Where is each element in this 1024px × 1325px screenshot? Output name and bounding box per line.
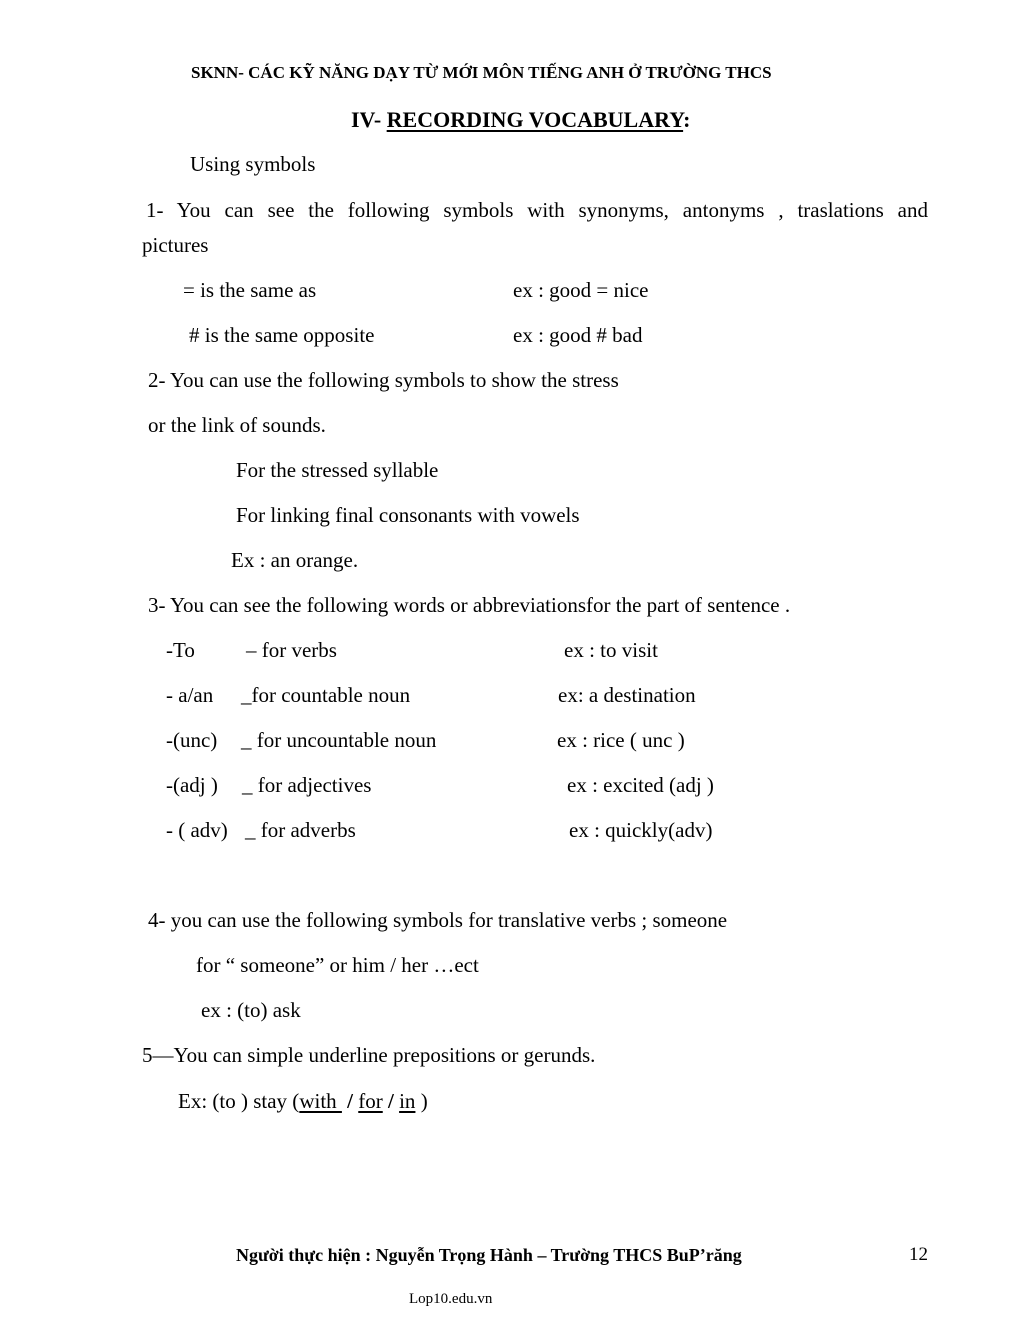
underlined-for: for [358,1089,383,1113]
item3-example: ex : quickly(adv) [569,818,713,842]
item3-line1: 3- You can see the following words or abbreviationsfor the part of sentence . [148,593,791,617]
item2-example: Ex : an orange. [231,548,359,572]
item3-abbr: - ( adv) [166,818,228,842]
item5-example-close: ) [415,1089,428,1113]
item1-symbol-equal: = is the same as [183,278,317,302]
slash: / [347,1089,353,1113]
source-label: Lop10.edu.vn [409,1291,493,1307]
item3-desc: _ for adverbs [245,818,356,842]
document-header: SKNN- CÁC KỸ NĂNG DẠY TỪ MỚI MÔN TIẾNG ANH Ở TRƯỜNG THCS [191,63,772,82]
item3-example: ex : excited (adj ) [567,773,714,797]
item1-line2: pictures [142,233,209,257]
item4-line1: 4- you can use the following symbols for translative verbs ; someone [148,908,728,932]
item2-linking: For linking final consonants with vowels [236,503,580,527]
section-title-prefix: IV- [351,107,387,132]
item1-symbol-hash: # is the same opposite [189,323,375,347]
item3-abbr: -(unc) [166,728,218,752]
item3-desc: _for countable noun [241,683,411,707]
item3-example: ex : rice ( unc ) [557,728,685,752]
item2-stress: For the stressed syllable [236,458,439,482]
item3-desc: _ for uncountable noun [241,728,437,752]
footer-author: Người thực hiện : Nguyễn Trọng Hành – Trường THCS BuP’răng [236,1245,742,1265]
item1-line1: 1- You can see the following symbols with synonyms, antonyms , traslations and [146,198,928,222]
item1-example-equal: ex : good = nice [513,278,649,302]
section-title [351,109,690,131]
underlined-in: in [399,1089,416,1113]
section-title-underlined: RECORDING VOCABULARY [386,107,684,132]
slash: / [388,1089,394,1113]
underlined-with: with [299,1089,342,1113]
item5-line1: 5—You can simple underline prepositions or gerunds. [142,1043,596,1067]
item3-desc: _ for adjectives [242,773,372,797]
item3-example: ex : to visit [564,638,658,662]
item3-abbr: -To [166,638,195,662]
item3-abbr: - a/an [166,683,214,707]
page-number: 12 [909,1244,928,1265]
item3-example: ex: a destination [558,683,696,707]
item5-example [178,1091,428,1112]
section-title-suffix: : [683,107,691,132]
item4-line2: for “ someone” or him / her …ect [196,953,479,977]
item3-abbr: -(adj ) [166,773,218,797]
item5-example-prefix: Ex: (to ) stay ( [178,1089,300,1113]
item3-desc: – for verbs [246,638,337,662]
item1-example-hash: ex : good # bad [513,323,643,347]
item2-line2: or the link of sounds. [148,413,326,437]
item2-line1: 2- You can use the following symbols to show the stress [148,368,619,392]
intro-text: Using symbols [190,152,316,176]
item4-example: ex : (to) ask [201,998,301,1022]
